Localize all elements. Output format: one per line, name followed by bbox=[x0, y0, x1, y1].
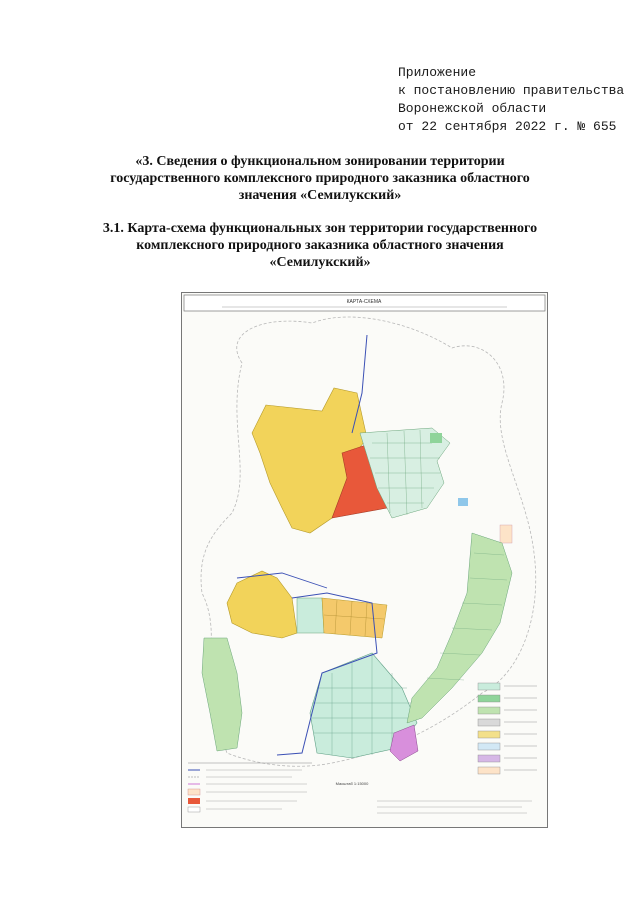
section-title bbox=[60, 153, 580, 204]
legend-swatch-8 bbox=[478, 767, 500, 774]
subsection-title bbox=[60, 220, 580, 271]
appendix-line-4: от 22 сентября 2022 г. № 655 bbox=[398, 119, 617, 134]
legend-swatch-3 bbox=[478, 707, 500, 714]
settlement-zone-west bbox=[227, 571, 297, 638]
legend-swatch-6 bbox=[478, 743, 500, 750]
map-legend bbox=[478, 683, 537, 774]
legend-swatch-4 bbox=[478, 719, 500, 726]
map-title: КАРТА-СХЕМА bbox=[346, 299, 382, 305]
conventional-signs bbox=[188, 763, 312, 812]
legend-swatch-5 bbox=[478, 731, 500, 738]
legend-swatch-1 bbox=[478, 683, 500, 690]
appendix-block bbox=[398, 64, 624, 136]
subsection-title-line-2: комплексного природного заказника областного значения bbox=[136, 238, 504, 253]
zoning-map bbox=[181, 292, 548, 828]
map-scale: Масштаб 1:15000 bbox=[335, 781, 369, 786]
appendix-line-2: к постановлению правительства bbox=[398, 83, 625, 98]
nature-zone-west bbox=[202, 638, 242, 751]
recreation-zone-middle bbox=[297, 598, 324, 633]
appendix-line-1: Приложение bbox=[398, 65, 477, 80]
section-title-line-2: государственного комплексного природного заказника областного bbox=[110, 171, 530, 186]
nature-patch-1 bbox=[430, 433, 442, 443]
water-patch-1 bbox=[458, 498, 468, 506]
legend-swatch-7 bbox=[478, 755, 500, 762]
special-patch-1 bbox=[500, 525, 512, 543]
subsection-title-line-3: «Семилукский» bbox=[269, 255, 371, 270]
appendix-line-3: Воронежской области bbox=[398, 101, 547, 116]
subsection-title-line-1: 3.1. Карта-схема функциональных зон территории государственного bbox=[102, 221, 538, 236]
map-stamp bbox=[377, 801, 532, 813]
section-title-line-1: «3. Сведения о функциональном зонировании территории bbox=[135, 154, 505, 169]
nature-zone-east bbox=[407, 533, 512, 723]
settlement-zone-middle bbox=[322, 598, 387, 638]
section-title-line-3: значения «Семилукский» bbox=[238, 188, 402, 203]
legend-swatch-2 bbox=[478, 695, 500, 702]
zoning-map-drawing bbox=[182, 293, 547, 827]
